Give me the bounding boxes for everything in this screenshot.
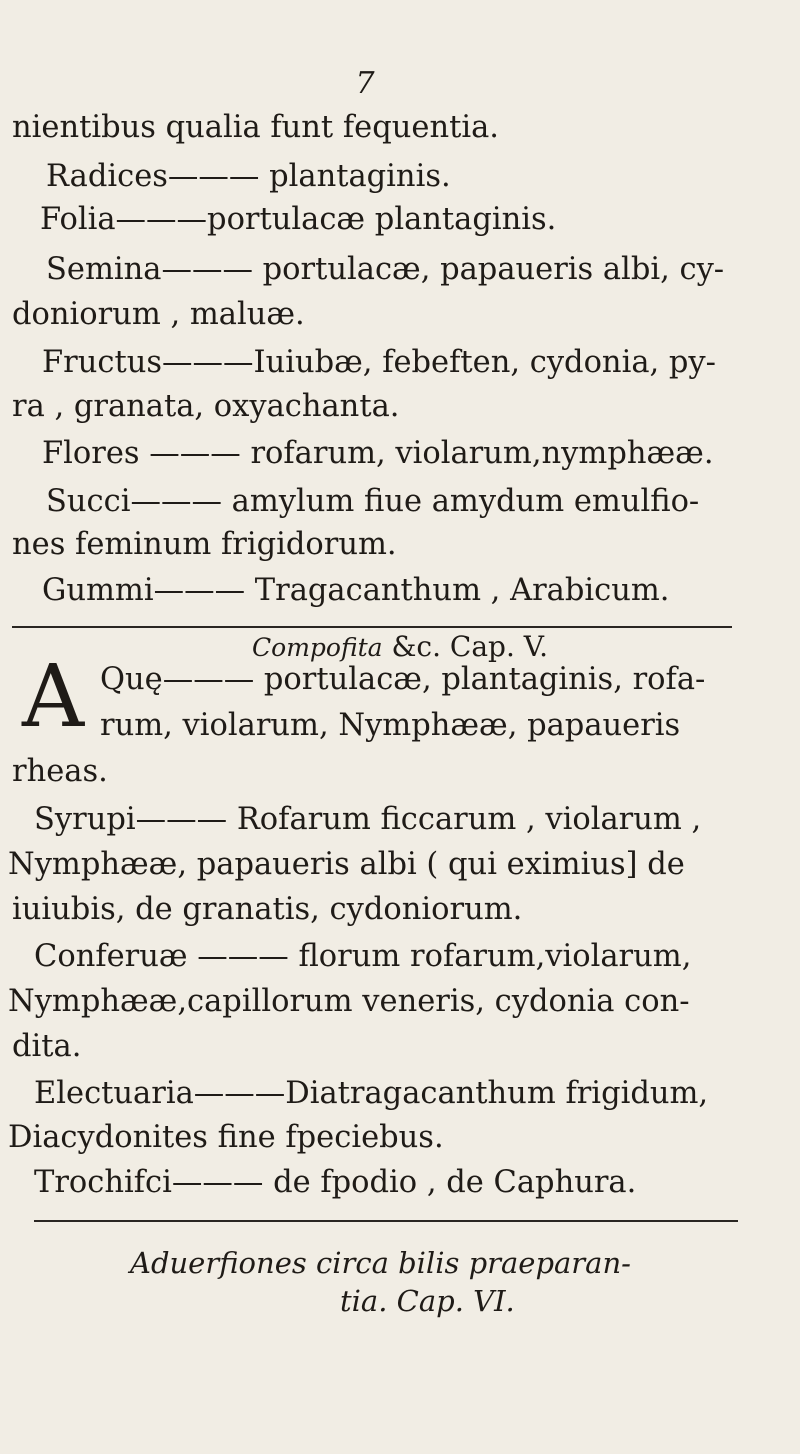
section-divider (12, 626, 732, 628)
text-line: ra , granata, oxyachanta. (12, 389, 400, 424)
text-line: Gummi——— Tragacanthum , Arabicum. (42, 573, 670, 608)
text-line: Diacydonites fine fpeciebus. (8, 1120, 444, 1155)
text-line: Syrupi——— Rofarum ficcarum , violarum , (34, 802, 702, 837)
text-line: Conferuæ ——— florum rofarum,violarum, (34, 939, 692, 974)
section-heading: Aduerfiones circa bilis praeparan- (130, 1246, 631, 1280)
section-divider (34, 1220, 738, 1222)
text-line: doniorum , maluæ. (12, 297, 305, 332)
drop-cap: A (22, 647, 85, 747)
text-line: Succi——— amylum fiue amydum emulfio- (46, 484, 700, 519)
text-line: Nymphææ,capillorum veneris, cydonia con- (8, 984, 690, 1019)
text-line: Nymphææ, papaueris albi ( qui eximius] de (8, 847, 685, 882)
text-line: iuiubis, de granatis, cydoniorum. (12, 892, 523, 927)
heading-rest: &c. Cap. V. (382, 630, 548, 663)
text-line: Trochifci——— de fpodio , de Caphura. (34, 1165, 637, 1200)
text-line: Folia———portulacæ plantaginis. (40, 202, 557, 237)
section-heading (0, 630, 800, 663)
text-line: dita. (12, 1029, 82, 1064)
text-line: Fructus———Iuiubæ, febeften, cydonia, py- (42, 345, 716, 380)
text-line: rheas. (12, 754, 108, 789)
text-line: nes feminum frigidorum. (12, 527, 397, 562)
text-line: rum, violarum, Nymphææ, papaueris (100, 708, 681, 743)
text-line: Radices——— plantaginis. (46, 159, 451, 194)
section-heading-cont: tia. Cap. VI. (340, 1284, 515, 1318)
text-line: Flores ——— rofarum, violarum,nymphææ. (42, 436, 714, 471)
text-line: nientibus qualia funt fequentia. (12, 110, 499, 145)
text-line: Semina——— portulacæ, papaueris albi, cy- (46, 252, 725, 287)
text-line: Quę——— portulacæ, plantaginis, rofa- (100, 662, 706, 697)
heading-italic: Compofita (252, 633, 383, 662)
text-line: Electuaria———Diatragacanthum frigidum, (34, 1076, 709, 1111)
page-mark: 7 (355, 66, 375, 101)
